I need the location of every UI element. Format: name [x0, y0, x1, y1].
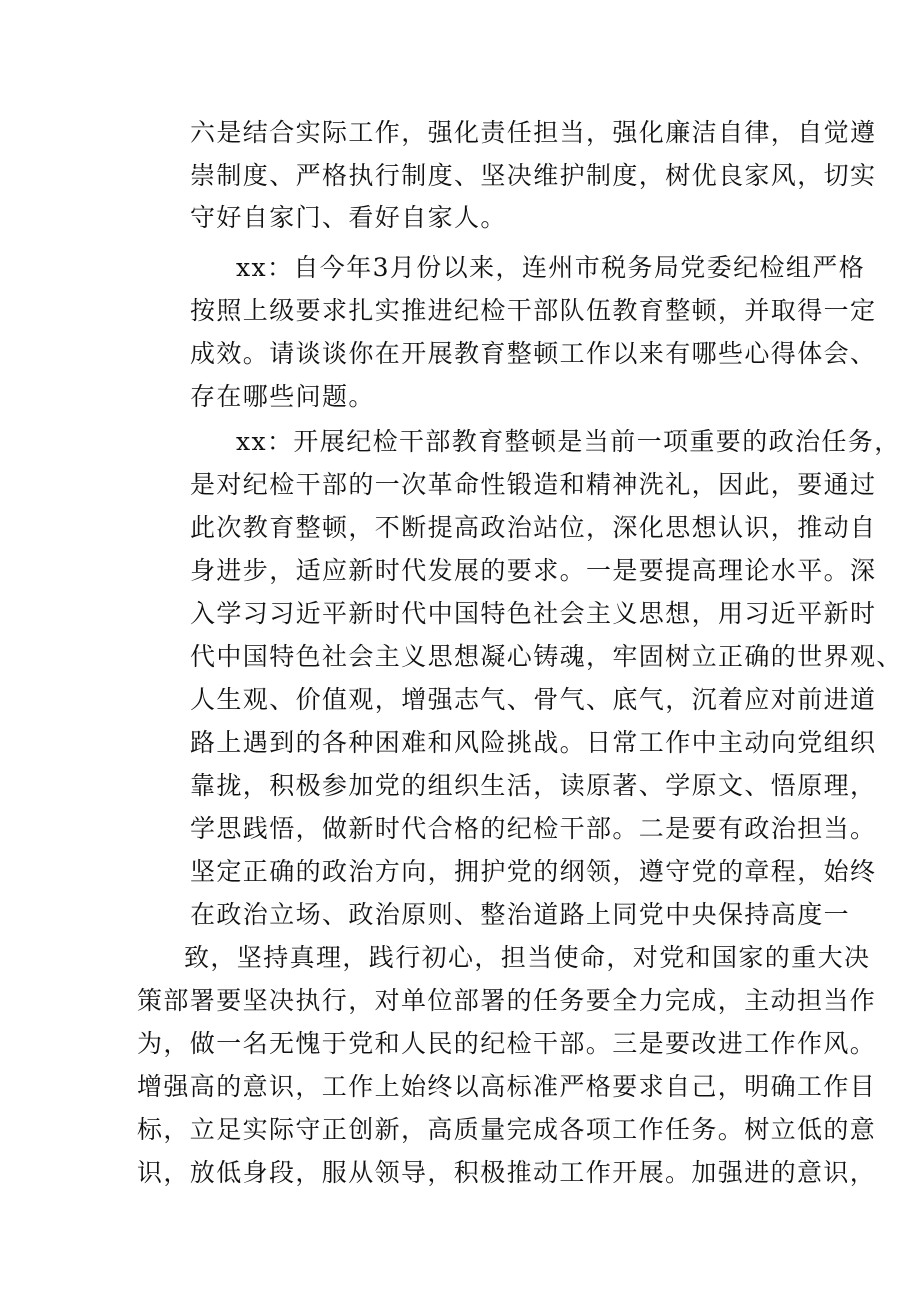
text-line: 路上遇到的各种困难和风险挑战。日常工作中主动向党组织 — [190, 728, 877, 757]
text-line: 成效。请谈谈你在开展教育整顿工作以来有哪些心得体会、 — [190, 339, 877, 368]
text-line: xx：自今年3月份以来，连州市税务局党委纪检组严格 — [236, 253, 866, 282]
text-line: xx：开展纪检干部教育整顿是当前一项重要的政治任务， — [236, 427, 901, 456]
text-line: 识，放低身段，服从领导，积极推动工作开展。加强进的意识， — [137, 1158, 877, 1187]
text-line: 六是结合实际工作，强化责任担当，强化廉洁自律，自觉遵 — [190, 118, 877, 147]
text-line: 靠拢，积极参加党的组织生活，读原著、学原文、悟原理， — [190, 771, 877, 800]
text-line: 是对纪检干部的一次革命性锻造和精神洗礼，因此，要通过 — [190, 470, 877, 499]
text-line: 身进步，适应新时代发展的要求。一是要提高理论水平。深 — [190, 556, 877, 585]
text-line: 策部署要坚决执行，对单位部署的任务要全力完成，主动担当作 — [137, 986, 877, 1015]
text-line: 按照上级要求扎实推进纪检干部队伍教育整顿，并取得一定 — [190, 296, 877, 325]
text-line: 守好自家门、看好自家人。 — [190, 203, 507, 232]
text-line: 为，做一名无愧于党和人民的纪检干部。三是要改进工作作风。 — [137, 1029, 877, 1058]
text-line: 学思践悟，做新时代合格的纪检干部。二是要有政治担当。 — [190, 814, 877, 843]
text-line: 在政治立场、政治原则、整治道路上同党中央保持高度一 — [190, 900, 851, 929]
text-line: 存在哪些问题。 — [190, 382, 375, 411]
text-line: 崇制度、严格执行制度、坚决维护制度，树优良家风，切实 — [190, 161, 877, 190]
text-line: 标，立足实际守正创新，高质量完成各项工作任务。树立低的意 — [137, 1115, 877, 1144]
text-line: 代中国特色社会主义思想凝心铸魂，牢固树立正确的世界观、 — [190, 642, 903, 671]
text-line: 坚定正确的政治方向，拥护党的纲领，遵守党的章程，始终 — [190, 857, 877, 886]
text-line: 致，坚持真理，践行初心，担当使命，对党和国家的重大决 — [184, 943, 871, 972]
text-line: 入学习习近平新时代中国特色社会主义思想，用习近平新时 — [190, 599, 877, 628]
text-line: 人生观、价值观，增强志气、骨气、底气，沉着应对前进道 — [190, 685, 877, 714]
text-line: 增强高的意识，工作上始终以高标准严格要求自己，明确工作目 — [137, 1072, 877, 1101]
text-line: 此次教育整顿，不断提高政治站位，深化思想认识，推动自 — [190, 513, 877, 542]
